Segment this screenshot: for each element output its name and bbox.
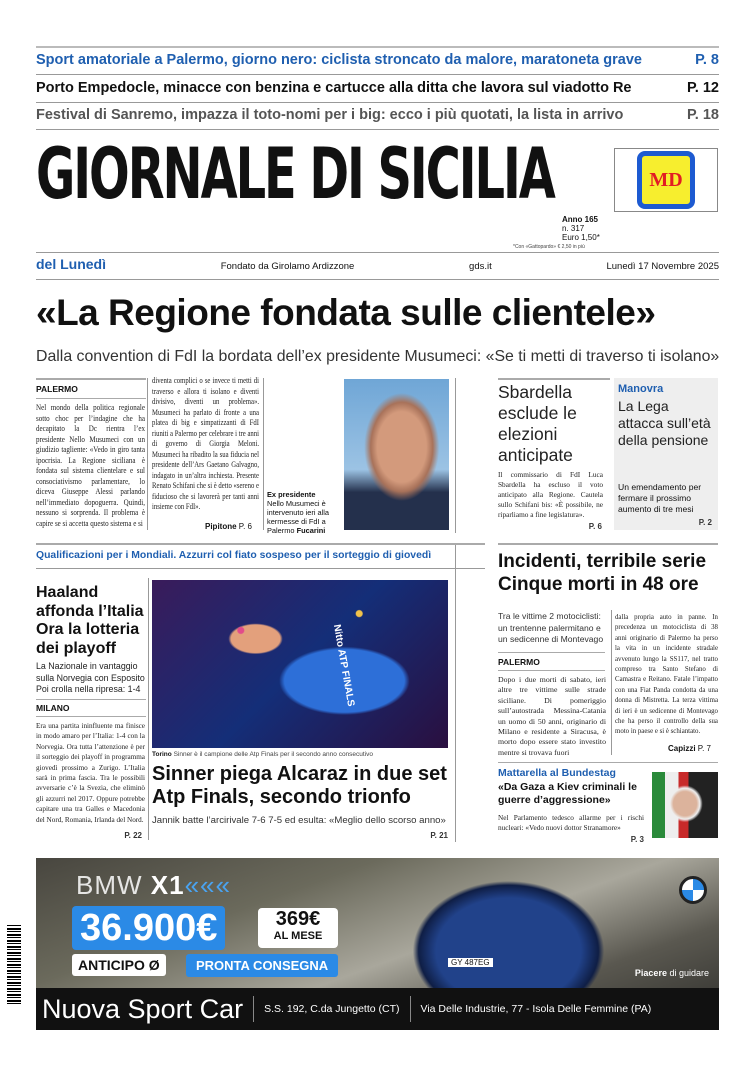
incidenti-headline[interactable]: Incidenti, terribile serie Cinque morti in 48 ore (498, 551, 707, 595)
sport-section-bar: Qualificazioni per i Mondiali. Azzurri col fiato sospeso per il sorteggio di giovedì (36, 550, 432, 561)
masthead-numero: n. 317 (562, 224, 585, 233)
incidenti-body-col1: Dopo i due morti di sabato, ieri altre tre vittime sulle strade siciliane. Di pomeriggio sull’autostrada Messina-Catania un uomo di 50 anni, originario di Milano e residente a Siracusa, è morto dopo essere stato investito mentre si trovava fuori (498, 675, 606, 757)
sinner-photo (152, 580, 448, 748)
teaser-page: P. 18 (687, 107, 719, 123)
chevrons-icon: ««« (184, 870, 231, 900)
site-link[interactable]: gds.it (469, 261, 492, 272)
lead-dateline: PALERMO (36, 384, 78, 394)
manovra-body: Un emendamento per fermare il prossimo aumento di tre mesi (618, 482, 702, 514)
incidenti-sub: Tra le vittime 2 motociclisti: un trentenne palermitano e un sedicenne di Montevago (498, 611, 604, 644)
musumeci-photo (344, 379, 449, 530)
haaland-page[interactable]: P. 22 (124, 831, 142, 840)
incidenti-author: Capizzi (668, 744, 696, 753)
masthead-prezzo: Euro 1,50* (562, 233, 600, 242)
sbardella-body: Il commissario di FdI Luca Sbardella ha escluso il voto anticipato alla Regione. Cautela sullo Schifani bis: «È possibile, ne riparliamo a fine legislatura». (498, 470, 603, 519)
teaser-text: Festival di Sanremo, impazza il toto-nomi per i big: ecco i più quotati, la lista in arrivo (36, 107, 624, 123)
haaland-dateline: MILANO (36, 703, 70, 713)
haaland-sub: La Nazionale in vantaggio sulla Norvegia con Esposito Poi crolla nella ripresa: 1-4 (36, 661, 145, 694)
ad-address-1: S.S. 192, C.da Jungetto (CT) (264, 1003, 400, 1015)
ad-price: 36.900€ (72, 906, 225, 950)
mattarella-photo (652, 772, 718, 838)
masthead-title: GIORNALE DI SICILIA (36, 133, 554, 215)
ad-model-prefix: BMW (76, 870, 143, 900)
incidenti-dateline: PALERMO (498, 657, 540, 667)
sinner-caption: Sinner è il campione delle Atp Finals per il secondo anno consecutivo (173, 751, 374, 758)
incidenti-body-col2: dalla propria auto in panne. In precedenza un motociclista di 38 anni originario di Palermo ha perso la vita in un incidente stradale avvenuto lungo la SS117, nel tratto compreso tra Santo Stefano di Camastra e Reitano. Fatale l’impatto con una Fiat Panda condotta da una donna di Mistretta. La terza vittima di ieri è un sedicenne di Montevago che ha perso il controllo della sua moto in paese e si è schiantato. (615, 612, 718, 736)
teaser-page: P. 8 (695, 52, 719, 68)
bmw-advertisement[interactable] (36, 858, 719, 1030)
masthead-anno: Anno 165 (562, 215, 599, 224)
haaland-body: Era una partita ininfluente ma finisce in modo amaro per l’Italia: 1-4 con la Norvegia. Ora tutta l’attenzione è per il sorteggio dei playoff in programma giovedì prossimo a Zurigo. L’Italia sarà in prima fascia. Tra le possibili avversarie c’è la Svezia, che eliminò gli azzurri nel 2017. Oppure potrebbe capitare una tra Galles e Macedonia del Nord, Romania, Irlanda del Nord. (36, 721, 145, 824)
car-plate: GY 487EG (448, 958, 493, 967)
manovra-box[interactable] (614, 378, 718, 530)
manovra-headline: La Lega attacca sull’età della pensione (618, 398, 711, 448)
teaser-page: P. 12 (687, 80, 719, 96)
ad-consegna: PRONTA CONSEGNA (186, 954, 338, 977)
ad-slogan-bold: Piacere (634, 968, 667, 978)
ad-model: X1 (150, 870, 185, 900)
sinner-headline[interactable]: Sinner piega Alcaraz in due set Atp Finals, secondo trionfo (152, 763, 447, 808)
incidenti-page[interactable]: P. 7 (697, 744, 711, 753)
photo-caption: Nello Musumeci è intervenuto ieri alla kermesse di FdI a Palermo (267, 499, 330, 535)
teaser-3[interactable] (36, 107, 719, 125)
manovra-kicker: Manovra (618, 383, 664, 395)
lead-page[interactable]: P. 6 (238, 522, 252, 531)
sinner-caption-place: Torino (152, 751, 172, 758)
mattarella-kicker: Mattarella al Bundestag (498, 767, 616, 779)
mattarella-headline[interactable]: «Da Gaza a Kiev criminali le guerre d’aggressione» (498, 781, 637, 806)
sponsor-md-logo[interactable] (614, 148, 718, 212)
founder-label: Fondato da Girolamo Ardizzone (220, 261, 355, 272)
atp-trophy-text: Nitto ATP FINALS (330, 623, 357, 708)
teaser-text: Sport amatoriale a Palermo, giorno nero: ciclista stroncato da malore, maratoneta grave (36, 52, 642, 68)
ad-dealer: Nuova Sport Car (42, 993, 244, 1024)
sbardella-headline[interactable]: Sbardella esclude le elezioni anticipate (498, 382, 577, 465)
lead-subheadline: Dalla convention di FdI la bordata dell’ex presidente Musumeci: «Se ti metti di traverso ti isolano» (36, 348, 720, 365)
edition-label: del Lunedì (36, 256, 106, 272)
teaser-text: Porto Empedocle, minacce con benzina e cartucce alla ditta che lavora sul viadotto Re (36, 80, 632, 96)
mattarella-page: P. 3 (630, 835, 644, 844)
mattarella-body: Nel Parlamento tedesco allarme per i rischi nucleari: «Vedo nuovi dottor Stranamore» (498, 813, 644, 832)
photo-caption-title: Ex presidente (267, 490, 316, 499)
manovra-page: P. 2 (698, 518, 712, 527)
lead-headline[interactable]: «La Regione fondata sulle clientele» (36, 292, 656, 333)
ad-slogan: di guidare (669, 968, 709, 978)
ad-address-2: Via Delle Industrie, 77 - Isola Delle Femmine (PA) (420, 1003, 652, 1015)
sinner-page[interactable]: P. 21 (430, 831, 448, 840)
ad-anticipo: ANTICIPO Ø (72, 954, 166, 976)
lead-body-col1: Nel mondo della politica regionale sotto choc per l’indagine che ha decapitato la Dc rientra l’ex presidente Nello Musumeci con un giudizio tagliente: «Vedo in giro tanta ipocrisia. La Regione siciliana è fondata sul sistema clientelare e sul consociativismo parlamentare, lo diceva Giuseppe Alessi parlando nell’immediato dopoguerra. Quindi, nessuno si sorprenda. Il problema è capire se si accetta questo sistema e si (36, 403, 145, 528)
haaland-headline[interactable]: Haaland affonda l’Italia Ora la lotteria dei playoff (36, 584, 144, 657)
sbardella-page[interactable]: P. 6 (588, 522, 602, 531)
date-label: Lunedì 17 Novembre 2025 (606, 261, 719, 272)
teaser-1[interactable] (36, 52, 719, 70)
ad-monthly: 369€ (275, 908, 321, 930)
photo-credit: Fucarini (296, 526, 326, 535)
bmw-logo-icon (679, 876, 707, 904)
masthead-nota: *Con «Gattopardo» € 2,50 in più (513, 244, 585, 250)
sinner-sub: Jannik batte l’arcirivale 7-6 7-5 ed esulta: «Meglio dello scorso anno» (152, 815, 446, 826)
md-logo-mark: MD (637, 151, 695, 209)
teaser-2[interactable] (36, 80, 719, 98)
ad-monthly-label: AL MESE (273, 930, 323, 942)
car-image (406, 876, 611, 1001)
barcode (7, 925, 21, 1005)
lead-body-col2: diventa complici o se invece ti metti di traverso e allora ti isolano e diventi divisivo, diventi un problema». Musumeci ha parlato di fronte a una platea di big e simpatizzanti di FdI riuniti a Palermo per celebrare i tre anni di governo di Giorgia Meloni. Musumeci ha ribadito la sua fiducia nel presidente dell’Ars Gaetano Galvagno, indagato in un’altra inchiesta. Presente Renato Schifani che si è detto «sereno e fiducioso che si lavorerà per tanti anni insieme con FdI». (152, 376, 259, 511)
lead-author: Pipitone (205, 522, 237, 531)
